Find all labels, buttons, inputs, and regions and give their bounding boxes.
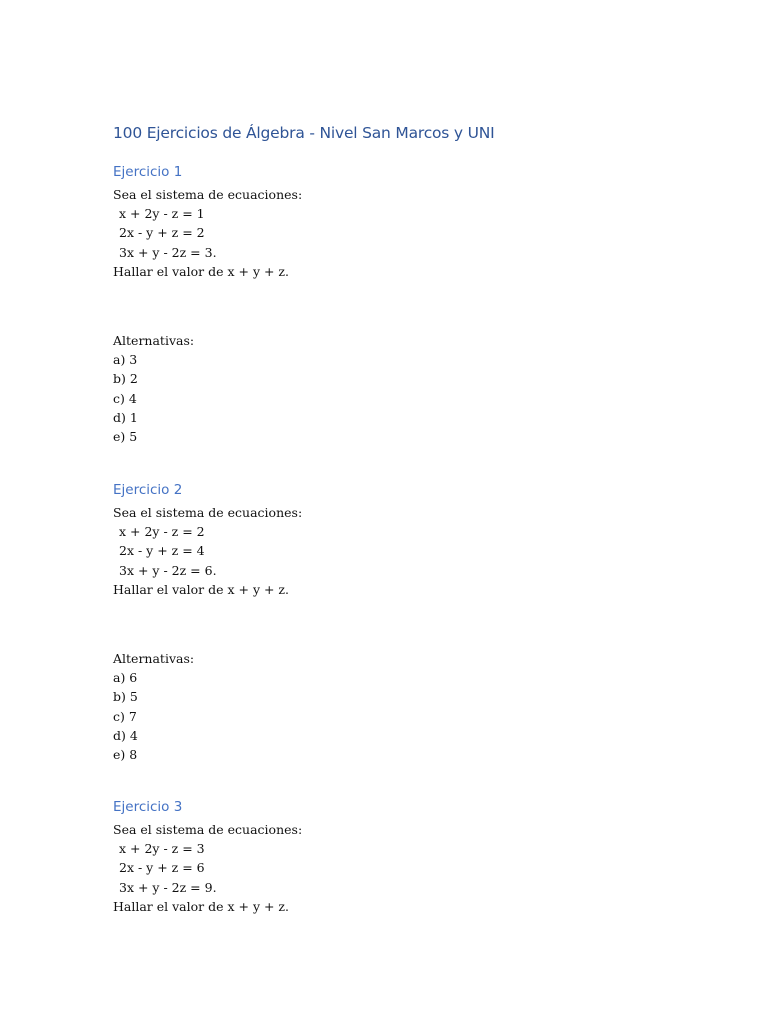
document-title: 100 Ejercicios de Álgebra - Nivel San Marcos y UNI xyxy=(113,124,495,142)
alternative-c: c) 7 xyxy=(113,708,137,724)
equation-1: x + 2y - z = 3 xyxy=(119,841,205,857)
exercise-heading: Ejercicio 1 xyxy=(113,164,183,180)
alternative-d: d) 1 xyxy=(113,409,138,425)
exercise-heading: Ejercicio 3 xyxy=(113,799,183,815)
equation-2: 2x - y + z = 2 xyxy=(119,225,205,241)
alternative-c: c) 4 xyxy=(113,390,137,406)
exercise-2 xyxy=(113,478,713,764)
alternatives-label: Alternativas: xyxy=(113,650,195,666)
alternative-b: b) 2 xyxy=(113,371,138,387)
exercise-1 xyxy=(113,160,713,446)
equation-1: x + 2y - z = 1 xyxy=(119,206,205,222)
exercise-intro: Sea el sistema de ecuaciones: xyxy=(113,505,303,520)
alternative-b: b) 5 xyxy=(113,689,138,705)
spacer xyxy=(113,599,713,649)
exercise-heading: Ejercicio 2 xyxy=(113,482,183,498)
exercise-question: Hallar el valor de x + y + z. xyxy=(113,581,289,597)
alternatives-label: Alternativas: xyxy=(113,332,195,348)
alternative-a: a) 6 xyxy=(113,670,138,686)
equation-3: 3x + y - 2z = 6. xyxy=(119,562,217,578)
equation-1: x + 2y - z = 2 xyxy=(119,524,205,540)
exercise-3 xyxy=(113,795,713,916)
spacer xyxy=(113,281,713,331)
exercise-question: Hallar el valor de x + y + z. xyxy=(113,898,289,914)
exercise-intro: Sea el sistema de ecuaciones: xyxy=(113,822,303,837)
equation-2: 2x - y + z = 4 xyxy=(119,543,205,559)
alternative-d: d) 4 xyxy=(113,727,138,743)
alternative-e: e) 8 xyxy=(113,746,138,762)
equation-3: 3x + y - 2z = 3. xyxy=(119,244,217,260)
alternative-a: a) 3 xyxy=(113,352,138,368)
exercise-question: Hallar el valor de x + y + z. xyxy=(113,263,289,279)
exercise-intro: Sea el sistema de ecuaciones: xyxy=(113,187,303,202)
equation-2: 2x - y + z = 6 xyxy=(119,860,205,876)
equation-3: 3x + y - 2z = 9. xyxy=(119,879,217,895)
alternative-e: e) 5 xyxy=(113,428,138,444)
